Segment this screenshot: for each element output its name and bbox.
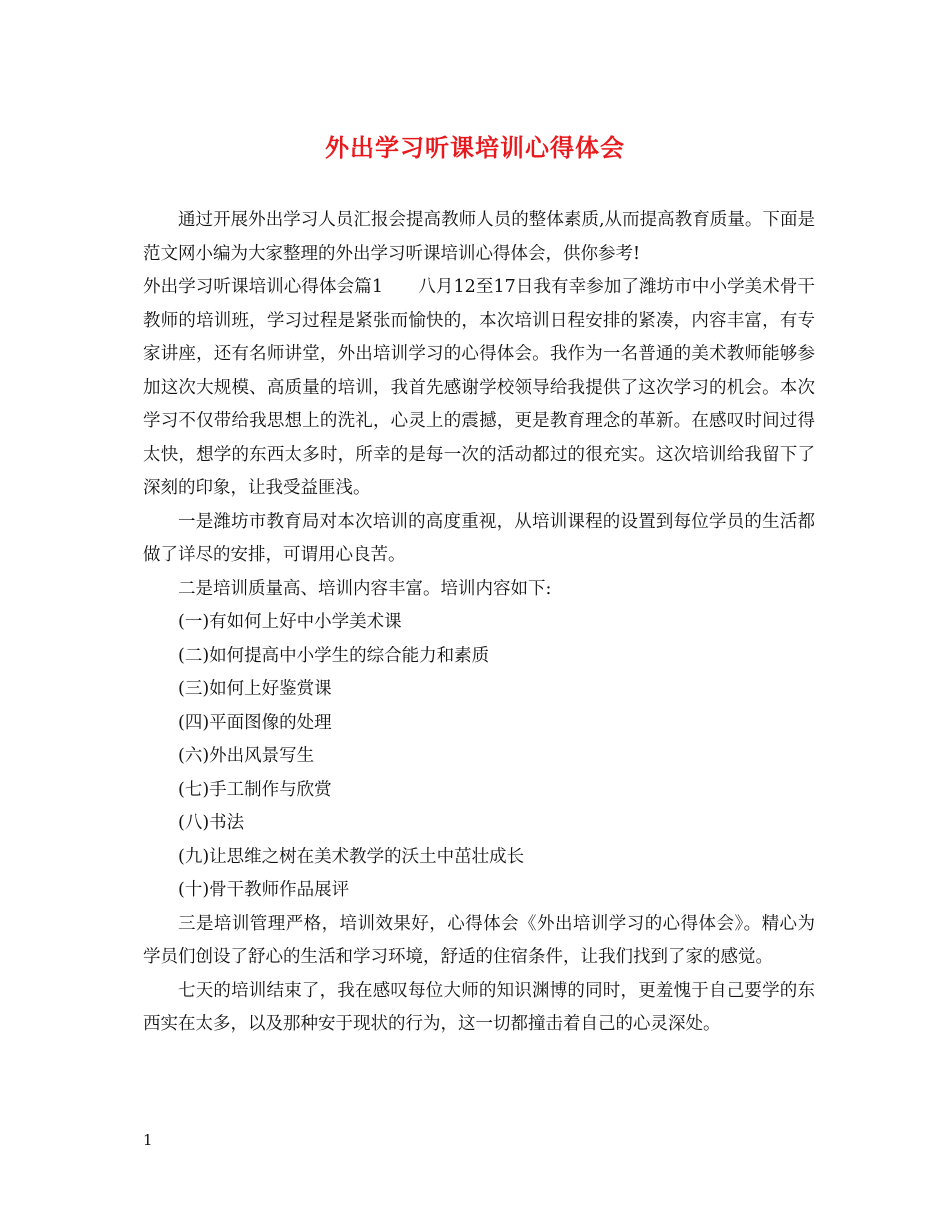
list-item: (四)平面图像的处理 <box>178 712 332 733</box>
document-body <box>143 204 815 1042</box>
page-number: 1 <box>143 1131 153 1149</box>
list-item: (三)如何上好鉴赏课 <box>178 679 332 699</box>
document-title: 外出学习听课培训心得体会 <box>325 133 625 162</box>
paragraph-conclusion: 七天的培训结束了，我在感叹每位大师的知识渊博的同时，更羞愧于自己要学的东西实在太多，以及那种安于现状的行为，这一切都撞击着自己的心灵深处。 <box>143 980 815 1034</box>
paragraph-part-1: 外出学习听课培训心得体会篇1 八月12至17日我有幸参加了潍坊市中小学美术骨干教师的培训班，学习过程是紧张而愉快的，本次培训日程安排的紧凑，内容丰富，有专家讲座，还有名师讲堂，外出培训学习的心得体会。我作为一名普通的美术教师能够参加这次大规模、高质量的培训，我首先感谢学校领导给我提供了这次学习的机会。本次学习不仅带给我思想上的洗礼，心灵上的震撼，更是教育理念的革新。在感叹时间过得太快，想学的东西太多时，所幸的是每一次的活动都过的很充实。这次培训给我留下了深刻的印象，让我受益匪浅。 <box>143 277 815 498</box>
list-item: (六)外出风景写生 <box>178 746 315 766</box>
list-item: (九)让思维之树在美术教学的沃土中茁壮成长 <box>178 846 525 867</box>
paragraph-point-one: 一是潍坊市教育局对本次培训的高度重视，从培训课程的设置到每位学员的生活都做了详尽的安排，可谓用心良苦。 <box>143 511 815 565</box>
paragraph-point-three: 三是培训管理严格，培训效果好，心得体会《外出培训学习的心得体会》。精心为学员们创设了舒心的生活和学习环境，舒适的住宿条件，让我们找到了家的感觉。 <box>143 913 815 967</box>
list-item: (一)有如何上好中小学美术课 <box>178 612 402 632</box>
list-item: (八)书法 <box>178 813 245 833</box>
list-item: (十)骨干教师作品展评 <box>178 880 350 900</box>
paragraph-point-two: 二是培训质量高、培训内容丰富。培训内容如下: <box>178 578 552 599</box>
list-item: (七)手工制作与欣赏 <box>178 779 332 800</box>
paragraph-intro: 通过开展外出学习人员汇报会提高教师人员的整体素质,从而提高教育质量。下面是范文网小编为大家整理的外出学习听课培训心得体会，供你参考! <box>143 210 815 264</box>
list-item: (二)如何提高中小学生的综合能力和素质 <box>178 645 490 666</box>
